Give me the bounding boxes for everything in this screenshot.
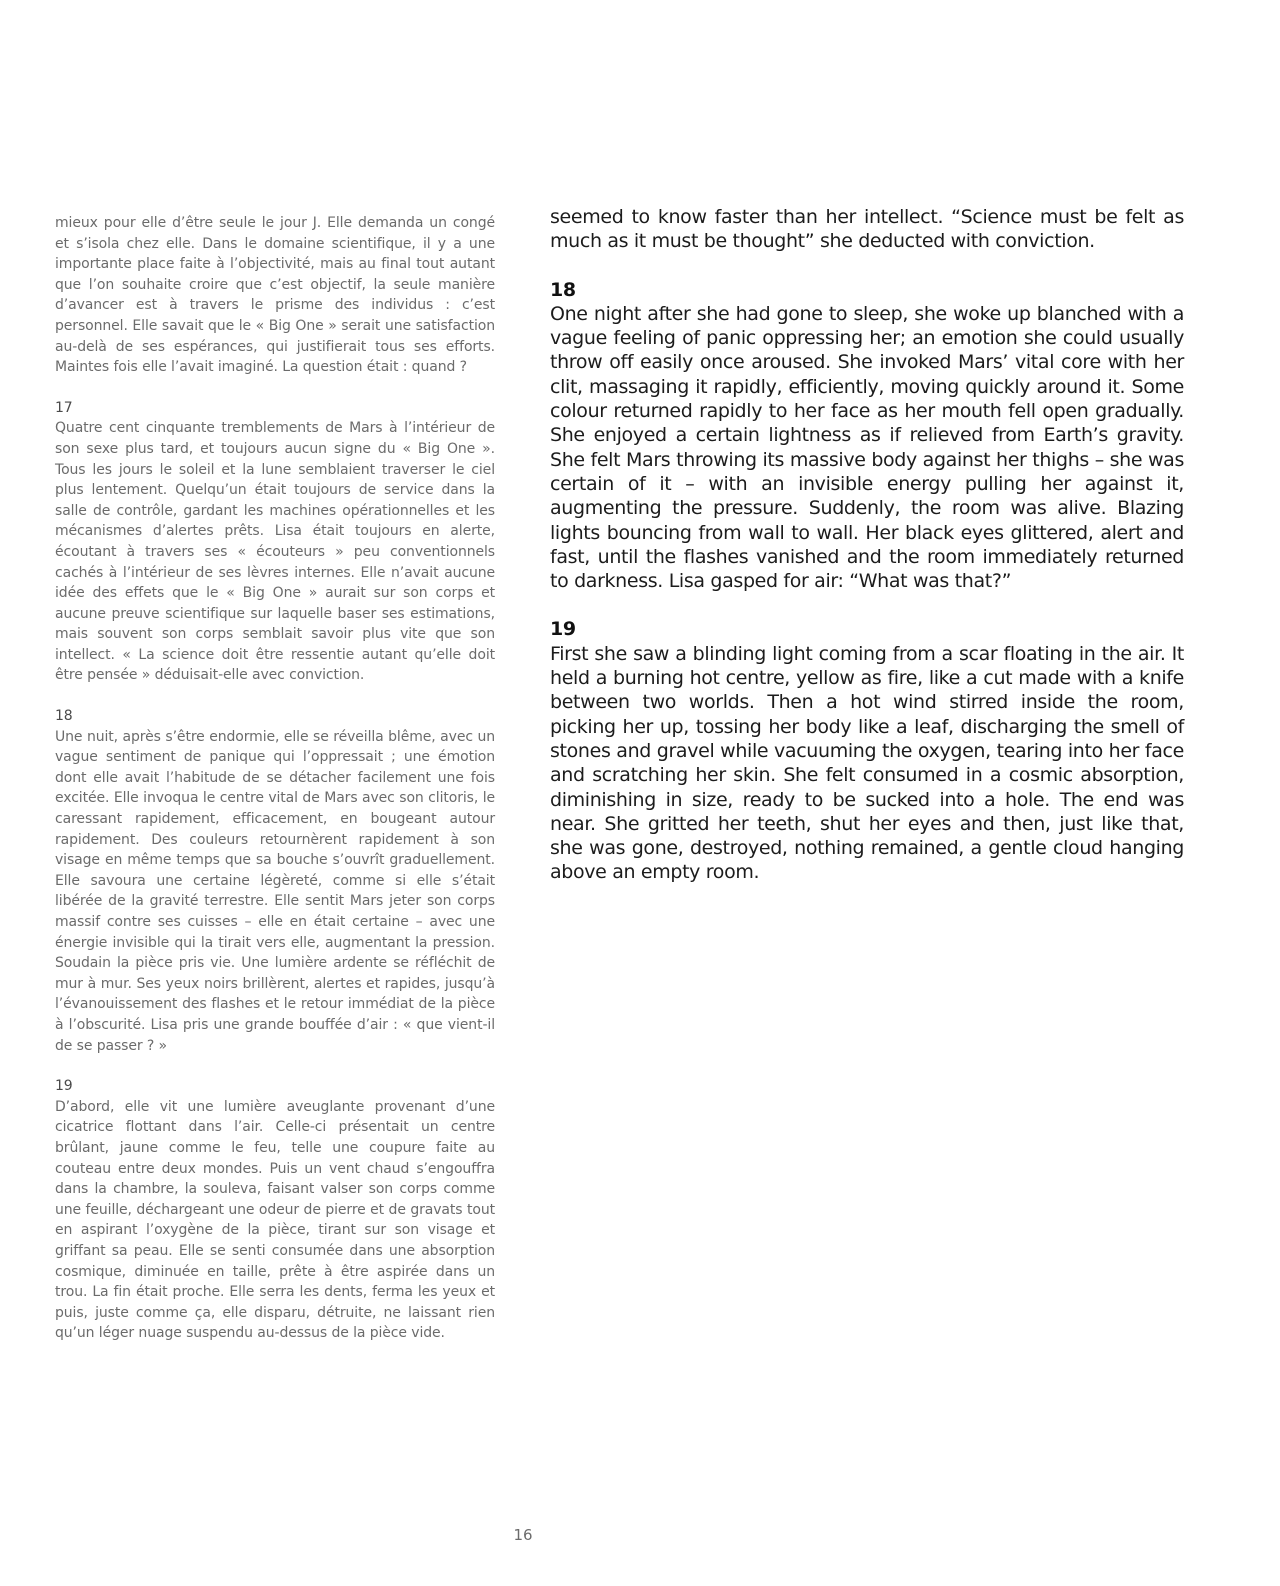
english-section-19 — [550, 617, 1184, 884]
english-text-column — [550, 205, 1184, 885]
french-intro-paragraph: mieux pour elle d’être seule le jour J. Elle demanda un congé et s’isola chez elle. Dans le domaine scientifique, il y a une importante place faite à l’objectivité, mais au final tout autant que l’on souhaite croire que c’est objectif, la seule manière d’avancer est à travers le prisme des individus : c’est personnel. Elle savait que le « Big One » serait une satisfaction au-delà de ses espérances, qui justifierait tous ses efforts. Maintes fois elle l’avait imaginé. La question était : quand ? — [55, 215, 495, 376]
section-paragraph: D’abord, elle vit une lumière aveuglante provenant d’une cicatrice flottant dans l’air. Celle-ci présentait un centre brûlant, jaune comme le feu, telle une coupure faite au couteau entre deux mondes. Puis un vent chaud s’engouffra dans la chambre, la souleva, faisant valser son corps comme une feuille, déchargeant une odeur de pierre et de gravats tout en aspirant l’oxygène de la pièce, tirant sur son visage et griffant sa peau. Elle se senti consumée dans une absorption cosmique, diminuée en taille, prête à être aspirée dans un trou. La fin était proche. Elle serra les dents, ferma les yeux et puis, juste comme ça, elle disparu, détruite, ne laissant rien qu’un léger nuage suspendu au-dessus de la pièce vide. — [55, 1098, 495, 1342]
section-paragraph: One night after she had gone to sleep, she woke up blanched with a vague feeling of panic oppressing her; an emotion she could usually throw off easily once aroused. She invoked Mars’ vital core with her clit, massaging it rapidly, efficiently, moving quickly around it. Some colour returned rapidly to her face as her mouth fell open gradually. She enjoyed a certain lightness as if relieved from Earth’s gravity. She felt Mars throwing its massive body against her thighs – she was certain of it – with an invisible energy pulling her against it, augmenting the pressure. Suddenly, the room was alive. Blazing lights bouncing from wall to wall. Her black eyes glittered, alert and fast, until the flashes vanished and the room immediately returned to darkness. Lisa gasped for air: “What was that?” — [550, 302, 1184, 593]
section-paragraph: Une nuit, après s’être endormie, elle se réveilla blême, avec un vague sentiment de panique qui l’oppressait ; une émotion dont elle avait l’habitude de se détacher facilement une fois excitée. Elle invoqua le centre vital de Mars avec son clitoris, le caressant rapidement, efficacement, en bougeant autour rapidement. Des couleurs retournèrent rapidement à son visage en même temps que sa bouche s’ouvrît graduellement. Elle savoura une certaine légèreté, comme si elle s’était libérée de la gravité terrestre. Elle sentit Mars jeter son corps massif contre ses cuisses – elle en était certaine – avec une énergie invisible qui la tirait vers elle, augmentant la pression. Soudain la pièce pris vie. Une lumière ardente se réfléchit de mur à mur. Ses yeux noirs brillèrent, alertes et rapides, jusqu’à l’évanouissement des flashes et le retour immédiat de la pièce à l’obscurité. Lisa pris une grande bouffée d’air : « que vient-il de se passer ? » — [55, 728, 495, 1054]
english-section-18 — [550, 278, 1184, 594]
section-number: 18 — [55, 708, 73, 725]
french-text-column — [55, 213, 495, 1344]
french-section-18 — [55, 706, 495, 1056]
french-section-17 — [55, 398, 495, 686]
section-paragraph: Quatre cent cinquante tremblements de Mars à l’intérieur de son sexe plus tard, et toujours aucun signe du « Big One ». Tous les jours le soleil et la lune semblaient traverser le ciel plus lentement. Quelqu’un était toujours de service dans la salle de contrôle, gardant les machines opérationnelles et les mécanismes d’alertes prêts. Lisa était toujours en alerte, écoutant à travers ses « écouteurs » peu conventionnels cachés à l’intérieur de ses lèvres internes. Elle n’avait aucune idée des effets que le « Big One » aurait sur son corps et aucune preuve scientifique sur laquelle baser ses estimations, mais souvent son corps semblait savoir plus vite que son intellect. « La science doit être ressentie autant qu’elle doit être pensée » déduisait-elle avec conviction. — [55, 420, 495, 684]
page-number: 16 — [513, 1526, 533, 1544]
french-section-19 — [55, 1076, 495, 1344]
english-intro-paragraph: seemed to know faster than her intellect. “Science must be felt as much as it must be thought” she deducted with conviction. — [550, 206, 1184, 253]
section-number: 18 — [550, 278, 576, 301]
section-paragraph: First she saw a blinding light coming from a scar floating in the air. It held a burning hot centre, yellow as fire, like a cut made with a knife between two worlds. Then a hot wind stirred inside the room, picking her up, tossing her body like a leaf, discharging the smell of stones and gravel while vacuuming the oxygen, tearing into her face and scratching her skin. She felt consumed in a cosmic absorption, diminishing in size, ready to be sucked into a hole. The end was near. She gritted her teeth, shut her eyes and then, just like that, she was gone, destroyed, nothing remained, a gentle cloud hanging above an empty room. — [550, 642, 1184, 884]
section-number: 19 — [55, 1078, 73, 1095]
section-number: 17 — [55, 399, 73, 416]
section-number: 19 — [550, 618, 576, 641]
